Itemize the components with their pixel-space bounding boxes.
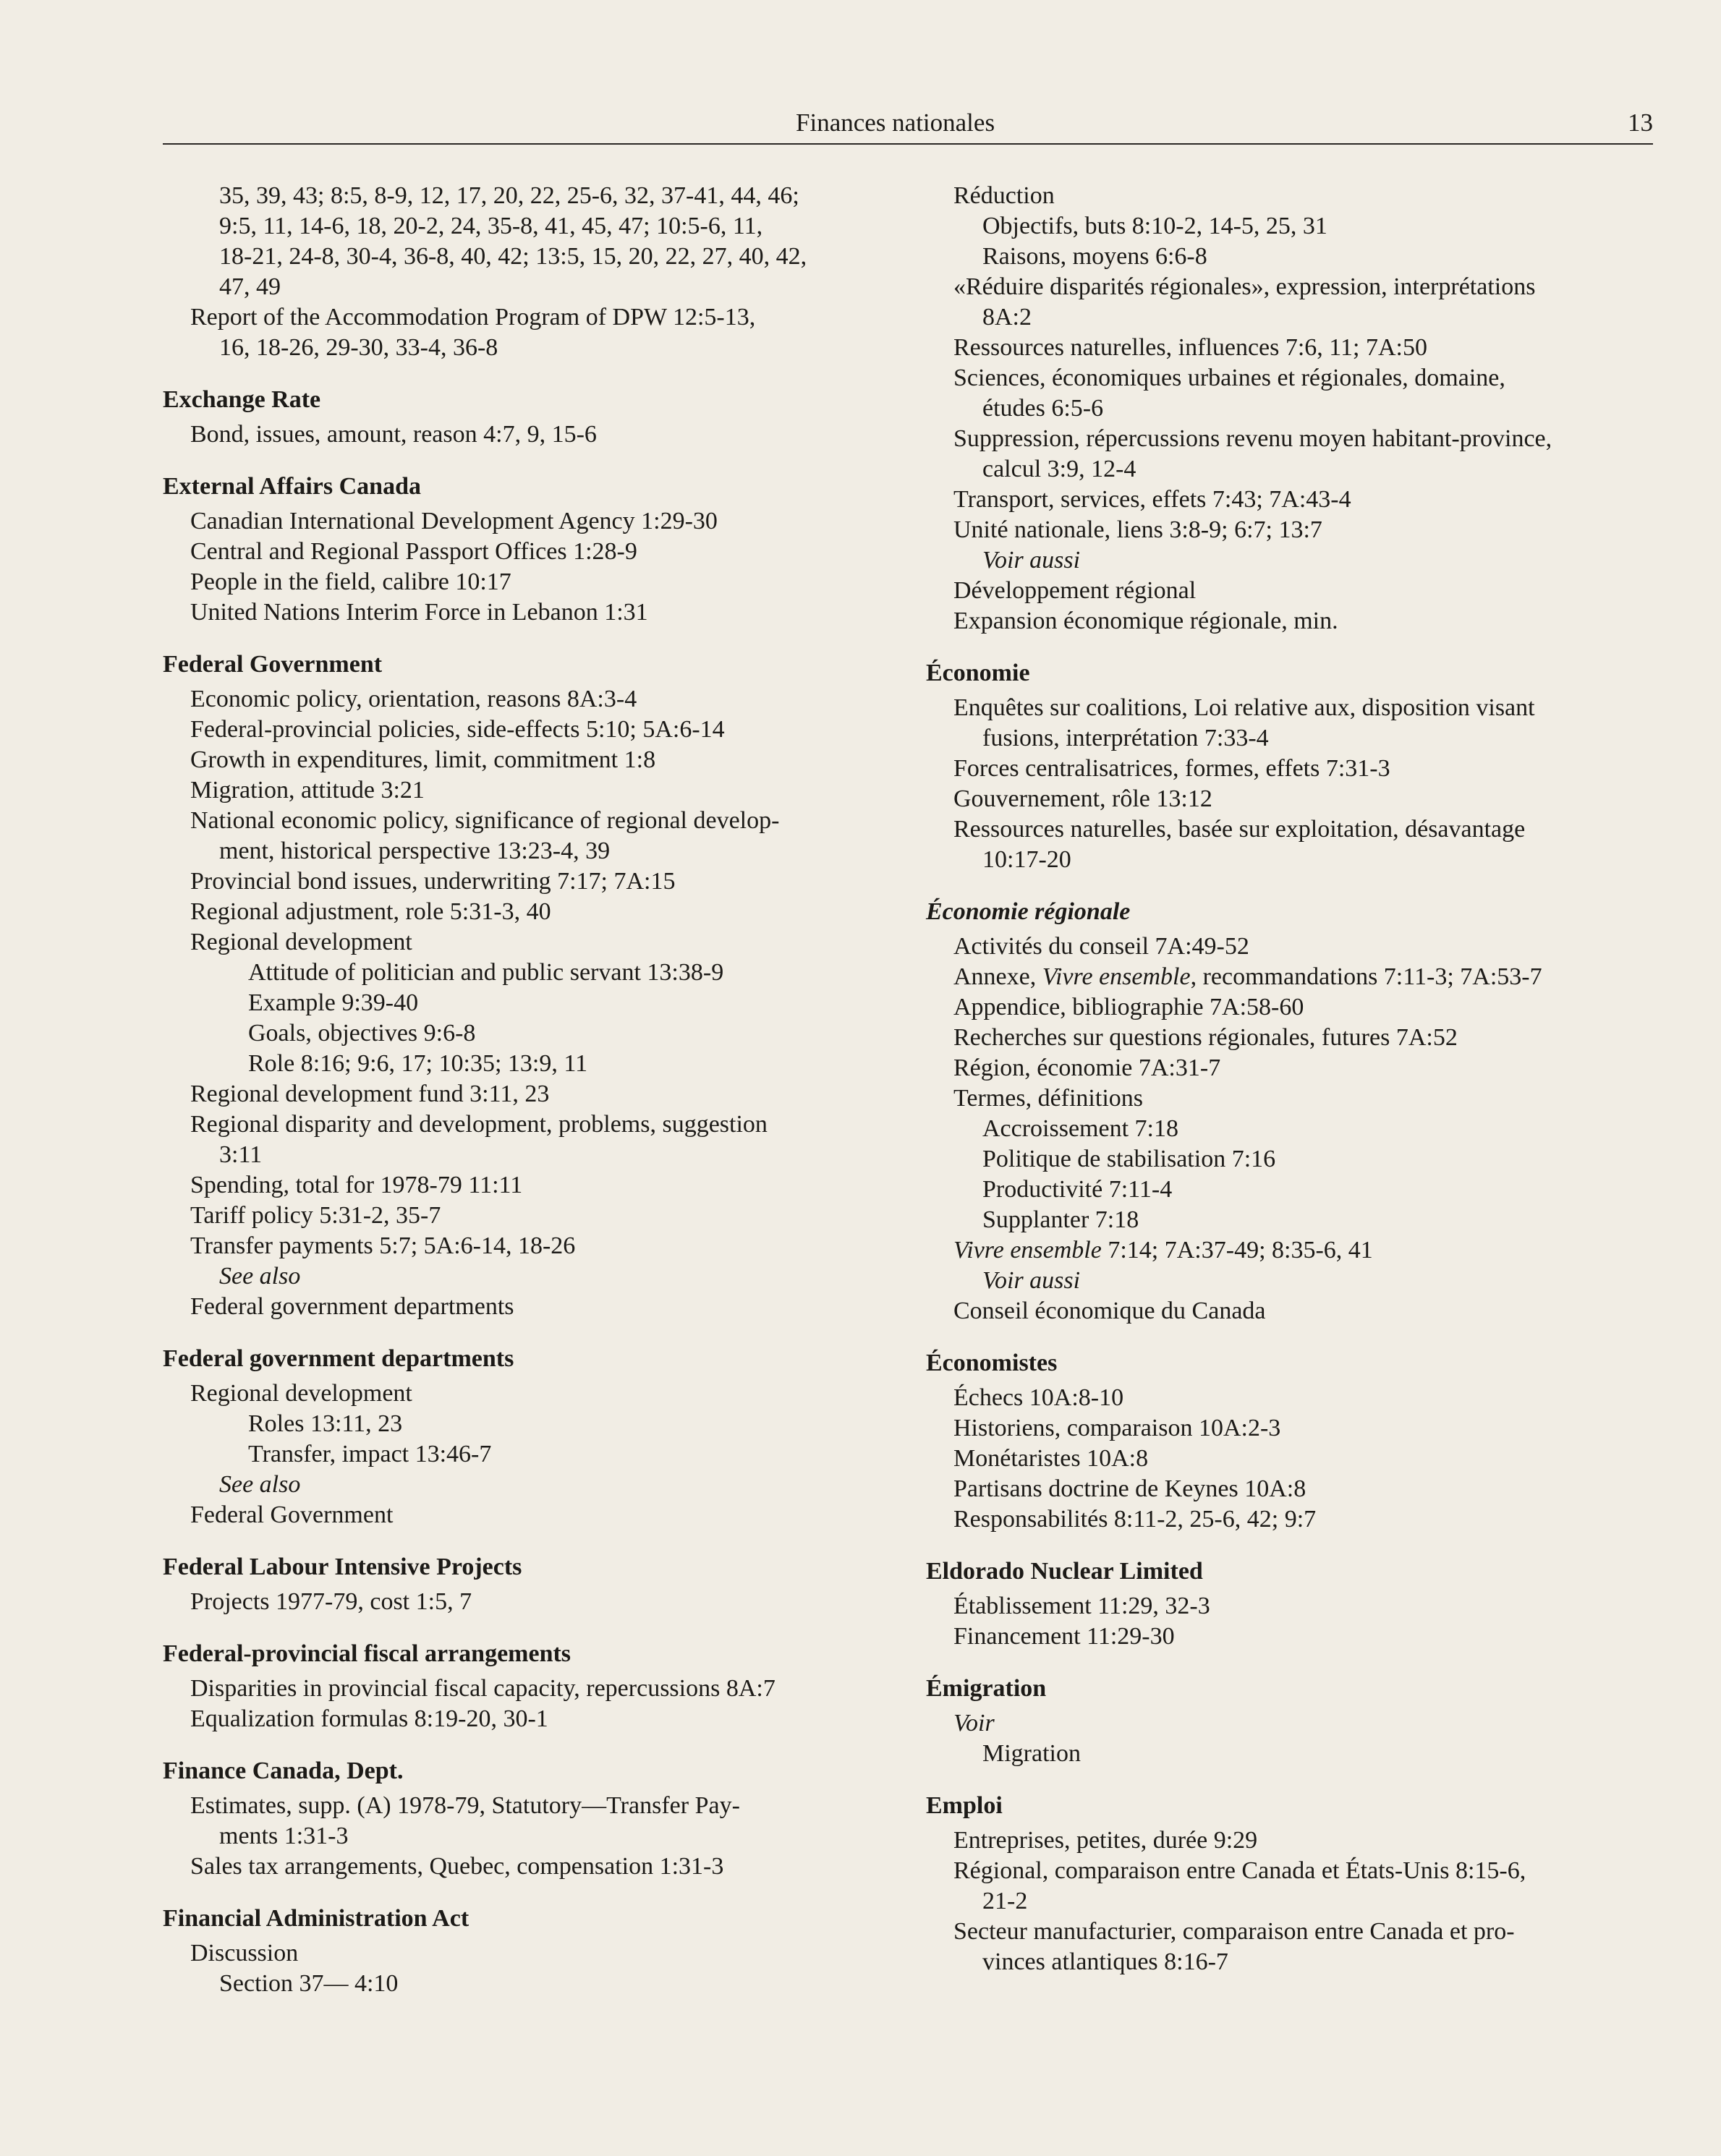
index-heading: Finance Canada, Dept. [163, 1757, 404, 1784]
index-entry: Bond, issues, amount, reason 4:7, 9, 15-6 [190, 421, 597, 448]
index-entry: 3:11 [219, 1141, 263, 1168]
index-entry: Migration [982, 1740, 1081, 1767]
index-entry: Unité nationale, liens 3:8-9; 6:7; 13:7 [953, 516, 1322, 543]
index-entry: Example 9:39-40 [248, 989, 419, 1016]
index-entry: études 6:5-6 [982, 395, 1104, 422]
index-entry: Appendice, bibliographie 7A:58-60 [953, 994, 1304, 1021]
index-entry: 16, 18-26, 29-30, 33-4, 36-8 [219, 334, 498, 361]
index-entry: vinces atlantiques 8:16-7 [982, 1948, 1228, 1975]
index-entry: Projects 1977-79, cost 1:5, 7 [190, 1588, 472, 1615]
index-entry [926, 962, 1657, 992]
index-entry: Regional development fund 3:11, 23 [190, 1081, 550, 1107]
index-entry: National economic policy, significance of regional develop- [190, 807, 780, 834]
index-entry: Section 37— 4:10 [219, 1970, 399, 1997]
index-entry: Forces centralisatrices, formes, effets 7:31-3 [953, 755, 1390, 782]
index-heading: Émigration [926, 1675, 1047, 1702]
index-heading: Emploi [926, 1792, 1003, 1819]
cross-reference-label: Voir [953, 1710, 995, 1737]
index-heading: Federal Labour Intensive Projects [163, 1554, 522, 1580]
index-entry: Canadian International Development Agency 1:29-30 [190, 508, 718, 534]
index-entry: Central and Regional Passport Offices 1:28-9 [190, 538, 637, 565]
index-entry [926, 1235, 1657, 1266]
index-heading: Financial Administration Act [163, 1905, 469, 1932]
index-entry: ment, historical perspective 13:23-4, 39 [219, 838, 611, 864]
index-entry: 35, 39, 43; 8:5, 8-9, 12, 17, 20, 22, 25-6, 32, 37-41, 44, 46; [219, 182, 799, 209]
index-entry: Sciences, économiques urbaines et régionales, domaine, [953, 365, 1505, 391]
cross-reference-label: See also [219, 1471, 301, 1498]
index-entry: Ressources naturelles, basée sur exploitation, désavantage [953, 816, 1526, 843]
header-rule [163, 143, 1653, 145]
index-entry: Federal-provincial policies, side-effects 5:10; 5A:6-14 [190, 716, 725, 743]
index-entry: United Nations Interim Force in Lebanon 1:31 [190, 599, 648, 626]
index-entry: Regional development [190, 929, 412, 955]
index-entry: Échecs 10A:8-10 [953, 1384, 1124, 1411]
index-entry: Transport, services, effets 7:43; 7A:43-4 [953, 486, 1351, 513]
index-entry: Supplanter 7:18 [982, 1206, 1139, 1233]
cross-reference-label: See also [219, 1263, 301, 1290]
index-entry: Spending, total for 1978-79 11:11 [190, 1172, 523, 1198]
index-heading: Économie [926, 660, 1030, 686]
index-entry: 9:5, 11, 14-6, 18, 20-2, 24, 35-8, 41, 45, 47; 10:5-6, 11, [219, 213, 763, 239]
index-heading: Federal-provincial fiscal arrangements [163, 1640, 571, 1667]
cross-reference-label: Voir aussi [982, 547, 1081, 574]
italic-title: Vivre ensemble [1042, 963, 1191, 990]
index-entry: Historiens, comparaison 10A:2-3 [953, 1415, 1281, 1441]
left-index-column [163, 181, 893, 1999]
index-entry: Monétaristes 10A:8 [953, 1445, 1149, 1472]
index-entry: Migration, attitude 3:21 [190, 777, 425, 804]
index-entry: Responsabilités 8:11-2, 25-6, 42; 9:7 [953, 1506, 1317, 1533]
index-entry: Estimates, supp. (A) 1978-79, Statutory—Transfer Pay- [190, 1792, 740, 1819]
index-entry: Provincial bond issues, underwriting 7:17; 7A:15 [190, 868, 676, 895]
index-entry: Région, économie 7A:31-7 [953, 1054, 1221, 1081]
index-heading: Federal Government [163, 651, 383, 678]
index-entry: calcul 3:9, 12-4 [982, 456, 1136, 482]
index-entry: Objectifs, buts 8:10-2, 14-5, 25, 31 [982, 213, 1327, 239]
index-entry: Partisans doctrine de Keynes 10A:8 [953, 1475, 1306, 1502]
index-entry: Activités du conseil 7A:49-52 [953, 933, 1249, 960]
index-entry: Politique de stabilisation 7:16 [982, 1146, 1276, 1172]
index-entry: Attitude of politician and public servant 13:38-9 [248, 959, 724, 986]
index-entry: Suppression, répercussions revenu moyen habitant-province, [953, 425, 1552, 452]
index-entry: 47, 49 [219, 273, 281, 300]
index-entry: Regional adjustment, role 5:31-3, 40 [190, 898, 551, 925]
index-entry: 21-2 [982, 1888, 1028, 1914]
running-title: Finances nationales [796, 108, 995, 137]
index-entry: People in the field, calibre 10:17 [190, 568, 511, 595]
right-index-column [926, 181, 1657, 1977]
italic-title: Vivre ensemble [953, 1237, 1102, 1264]
index-entry: Federal government departments [190, 1293, 514, 1320]
index-entry: Federal Government [190, 1501, 394, 1528]
index-entry: Economic policy, orientation, reasons 8A:3-4 [190, 686, 637, 712]
index-entry: Enquêtes sur coalitions, Loi relative aux, disposition visant [953, 694, 1535, 721]
index-entry: Financement 11:29-30 [953, 1623, 1175, 1650]
index-heading: Eldorado Nuclear Limited [926, 1558, 1203, 1585]
index-entry: Roles 13:11, 23 [248, 1410, 403, 1437]
index-entry: Conseil économique du Canada [953, 1298, 1266, 1324]
page-header [163, 108, 1653, 145]
index-entry: Régional, comparaison entre Canada et États-Unis 8:15-6, [953, 1857, 1526, 1884]
index-entry: Disparities in provincial fiscal capacity, repercussions 8A:7 [190, 1675, 775, 1702]
index-entry: Discussion [190, 1940, 299, 1967]
index-entry: Secteur manufacturier, comparaison entre Canada et pro- [953, 1918, 1515, 1945]
index-entry: Productivité 7:11-4 [982, 1176, 1173, 1203]
cross-reference-label: Voir aussi [982, 1267, 1081, 1294]
index-heading: Économie régionale [926, 898, 1131, 925]
index-entry: Report of the Accommodation Program of DPW 12:5-13, [190, 304, 756, 331]
index-entry: Recherches sur questions régionales, futures 7A:52 [953, 1024, 1458, 1051]
index-entry: ments 1:31-3 [219, 1823, 349, 1849]
entry-text: , recommandations 7:11-3; 7A:53-7 [1190, 963, 1542, 990]
index-entry: Développement régional [953, 577, 1197, 604]
index-entry: 10:17-20 [982, 846, 1071, 873]
index-entry: Growth in expenditures, limit, commitment 1:8 [190, 746, 656, 773]
index-entry: «Réduire disparités régionales», expression, interprétations [953, 273, 1536, 300]
index-entry: Termes, définitions [953, 1085, 1144, 1112]
index-entry: 18-21, 24-8, 30-4, 36-8, 40, 42; 13:5, 15, 20, 22, 27, 40, 42, [219, 243, 807, 270]
index-entry: Transfer, impact 13:46-7 [248, 1441, 492, 1467]
index-entry: Transfer payments 5:7; 5A:6-14, 18-26 [190, 1232, 576, 1259]
index-entry: Equalization formulas 8:19-20, 30-1 [190, 1705, 548, 1732]
index-entry: Tariff policy 5:31-2, 35-7 [190, 1202, 441, 1229]
index-heading: Économistes [926, 1350, 1058, 1376]
index-entry: Sales tax arrangements, Quebec, compensation 1:31-3 [190, 1853, 724, 1880]
entry-text: 7:14; 7A:37-49; 8:35-6, 41 [1101, 1237, 1373, 1264]
index-entry: Role 8:16; 9:6, 17; 10:35; 13:9, 11 [248, 1050, 588, 1077]
index-heading: Exchange Rate [163, 386, 321, 413]
index-entry: Expansion économique régionale, min. [953, 608, 1338, 634]
index-entry: Goals, objectives 9:6-8 [248, 1020, 476, 1047]
index-entry: Regional development [190, 1380, 412, 1407]
index-entry: Entreprises, petites, durée 9:29 [953, 1827, 1258, 1854]
page-number: 13 [1628, 108, 1653, 137]
index-heading: External Affairs Canada [163, 473, 421, 500]
index-entry: Accroissement 7:18 [982, 1115, 1178, 1142]
index-entry: Raisons, moyens 6:6-8 [982, 243, 1207, 270]
index-entry: Réduction [953, 182, 1055, 209]
index-entry: fusions, interprétation 7:33-4 [982, 725, 1269, 751]
entry-text: Annexe, [953, 963, 1042, 990]
index-entry: Établissement 11:29, 32-3 [953, 1593, 1210, 1619]
index-entry: Gouvernement, rôle 13:12 [953, 785, 1212, 812]
index-entry: Ressources naturelles, influences 7:6, 11; 7A:50 [953, 334, 1427, 361]
index-entry: Regional disparity and development, problems, suggestion [190, 1111, 768, 1138]
index-entry: 8A:2 [982, 304, 1032, 331]
index-heading: Federal government departments [163, 1345, 514, 1372]
